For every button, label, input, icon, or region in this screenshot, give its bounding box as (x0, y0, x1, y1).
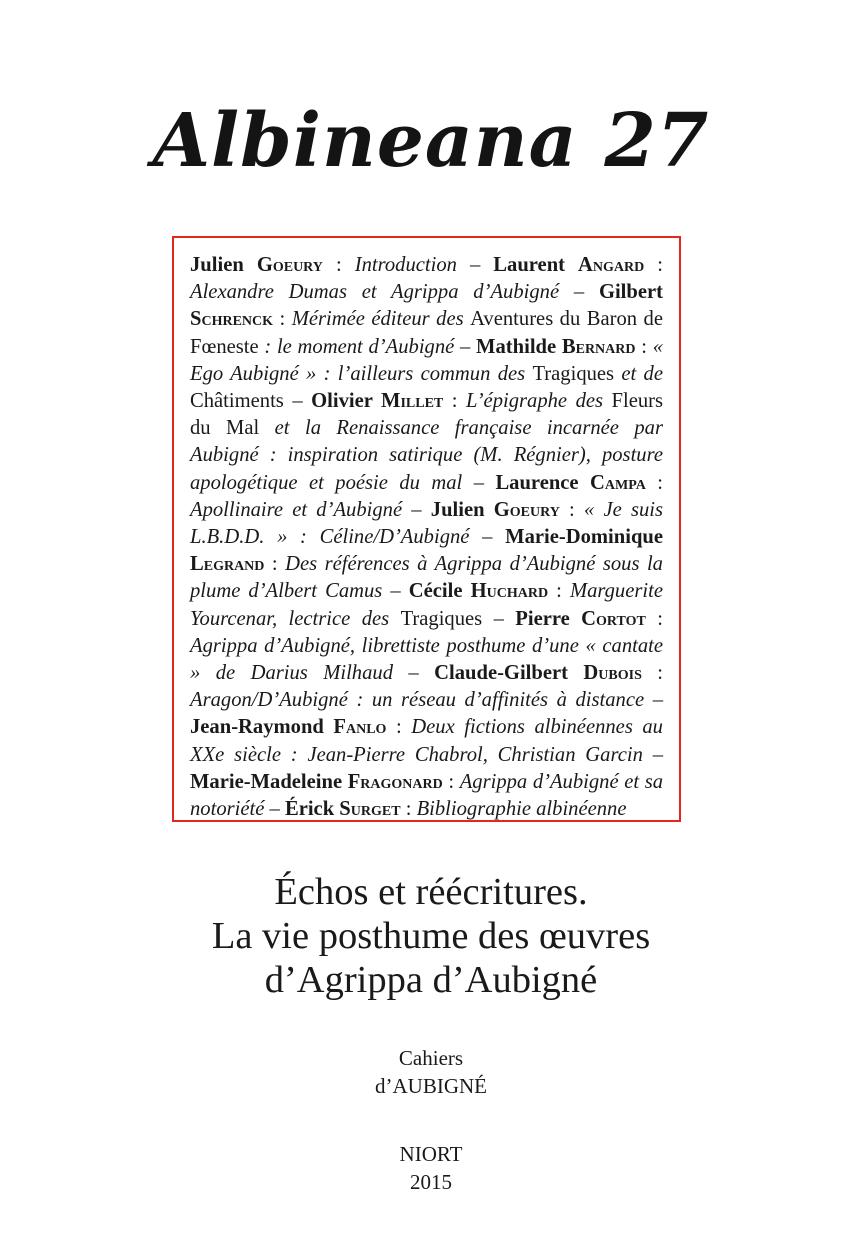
toc-text-segment: : (273, 308, 292, 331)
toc-text-segment: : (641, 662, 664, 685)
toc-text-segment: – (644, 689, 663, 712)
author-name: Marie-Dominique (505, 526, 664, 549)
author-surname: Surget (339, 798, 401, 821)
author-surname: Millet (381, 390, 444, 413)
publisher-line: Cahiers (398, 1046, 464, 1070)
toc-text-segment: : (322, 254, 355, 276)
author-name: Mathilde (476, 335, 562, 358)
article-title: Mérimée éditeur des (291, 308, 471, 331)
article-title: et la Renaissance française incarnée par Aubigné : inspiration satirique (M. Régnier), posture apologétique et poésie du mal (190, 417, 663, 494)
author-surname: Campa (590, 471, 646, 494)
author-name: Gilbert (598, 281, 663, 304)
table-of-contents-box (172, 236, 681, 822)
toc-text-segment: – (382, 580, 409, 603)
article-title: Bibliographie albinéenne (416, 798, 627, 821)
table-of-contents-text (190, 252, 663, 823)
journal-title: Albineana 27 (152, 98, 710, 184)
toc-text-segment: : (442, 770, 460, 793)
imprint (0, 1140, 862, 1196)
article-title: Agrippa d’Aubigné, librettiste posthume d’une « cantate » de Darius Milhaud (190, 634, 663, 685)
article-title: Marguerite Yourcenar, lectrice des (190, 580, 663, 630)
author-surname: Goeury (493, 498, 560, 521)
article-title: « Je suis L.B.D.D. » : Céline/D’Aubigné (190, 498, 663, 549)
author-surname: Dubois (583, 662, 642, 685)
toc-text-segment: – (264, 798, 285, 821)
article-title: Apollinaire et d’Aubigné (190, 498, 403, 521)
toc-text-segment: : (559, 498, 584, 521)
toc-text-segment: : (264, 553, 286, 576)
toc-text-segment: – (482, 607, 516, 630)
toc-text-segment: – (469, 526, 506, 549)
author-surname: Fragonard (347, 770, 443, 793)
toc-text-segment: Fleurs du Mal (190, 390, 664, 440)
author-name: Laurent (493, 254, 579, 276)
toc-text-segment: Aventures du Baron de Fœneste (190, 308, 663, 358)
toc-text-segment: – (393, 662, 435, 685)
author-name: Laurence (495, 471, 591, 494)
volume-subtitle (0, 870, 862, 1002)
author-surname: Schrenck (190, 308, 274, 331)
article-title: Alexandre Dumas et Agrippa d’Aubigné (190, 281, 560, 304)
toc-text-segment: : (443, 390, 467, 413)
publication-place: NIORT (399, 1142, 463, 1166)
toc-text-segment: – (456, 254, 494, 276)
author-name: Jean-Raymond (190, 716, 334, 739)
toc-text-segment: Châtiments (190, 390, 284, 413)
publication-year: 2015 (410, 1170, 452, 1194)
toc-text-segment: – (462, 471, 496, 494)
author-name: Claude-Gilbert (434, 662, 584, 685)
toc-text-segment: : (645, 607, 663, 630)
toc-text-segment: – (402, 498, 431, 521)
author-name: Marie-Madeleine (190, 770, 348, 793)
article-title: Agrippa d’Aubigné et sa notoriété (190, 770, 663, 821)
author-name: Pierre (515, 607, 582, 630)
author-surname: Cortot (581, 607, 646, 630)
article-title: Deux fictions albinéennes au XXe siècle : Jean-Pierre Chabrol, Christian Garcin (190, 716, 663, 766)
toc-text-segment: : (548, 580, 570, 603)
author-name: Julien (430, 498, 494, 521)
author-surname: Angard (578, 254, 645, 276)
article-title: et de (614, 362, 663, 385)
author-surname: Fanlo (333, 716, 387, 739)
article-title: Des références à Agrippa d’Aubigné sous la plume d’Albert Camus (190, 553, 663, 603)
author-name: Julien (190, 254, 257, 276)
article-title: Aragon/D’Aubigné : un réseau d’affinités à distance (190, 689, 645, 712)
toc-text-segment: : (645, 471, 664, 494)
article-title: : le moment d’Aubigné (258, 335, 455, 358)
toc-text-segment: – (454, 335, 477, 358)
author-surname: Goeury (256, 254, 323, 276)
author-surname: Legrand (190, 553, 265, 576)
toc-text-segment: : (644, 254, 664, 276)
article-title: « Ego Aubigné » : l’ailleurs commun des (190, 335, 663, 385)
author-surname: Huchard (470, 580, 549, 603)
author-name: Érick (284, 798, 340, 821)
toc-text-segment: – (642, 743, 663, 766)
toc-text-segment: : (635, 335, 653, 358)
author-name: Olivier (311, 390, 382, 413)
toc-text-segment: – (283, 390, 312, 413)
subtitle-line: d’Agrippa d’Aubigné (264, 959, 598, 1001)
article-title: L’épigraphe des (466, 390, 612, 413)
toc-text-segment: : (386, 716, 412, 739)
publisher-name (0, 1044, 862, 1100)
toc-text-segment: – (559, 281, 599, 304)
subtitle-line: Échos et réécritures. (274, 871, 588, 913)
author-surname: Bernard (561, 335, 636, 358)
subtitle-line: La vie posthume des œuvres (211, 915, 651, 957)
toc-text-segment: : (400, 798, 417, 821)
author-name: Cécile (408, 580, 471, 603)
article-title: Introduction (354, 254, 457, 276)
toc-text-segment: Tragiques (400, 607, 483, 630)
publisher-line: d’AUBIGNÉ (375, 1074, 487, 1098)
toc-text-segment: Tragiques (532, 362, 615, 385)
